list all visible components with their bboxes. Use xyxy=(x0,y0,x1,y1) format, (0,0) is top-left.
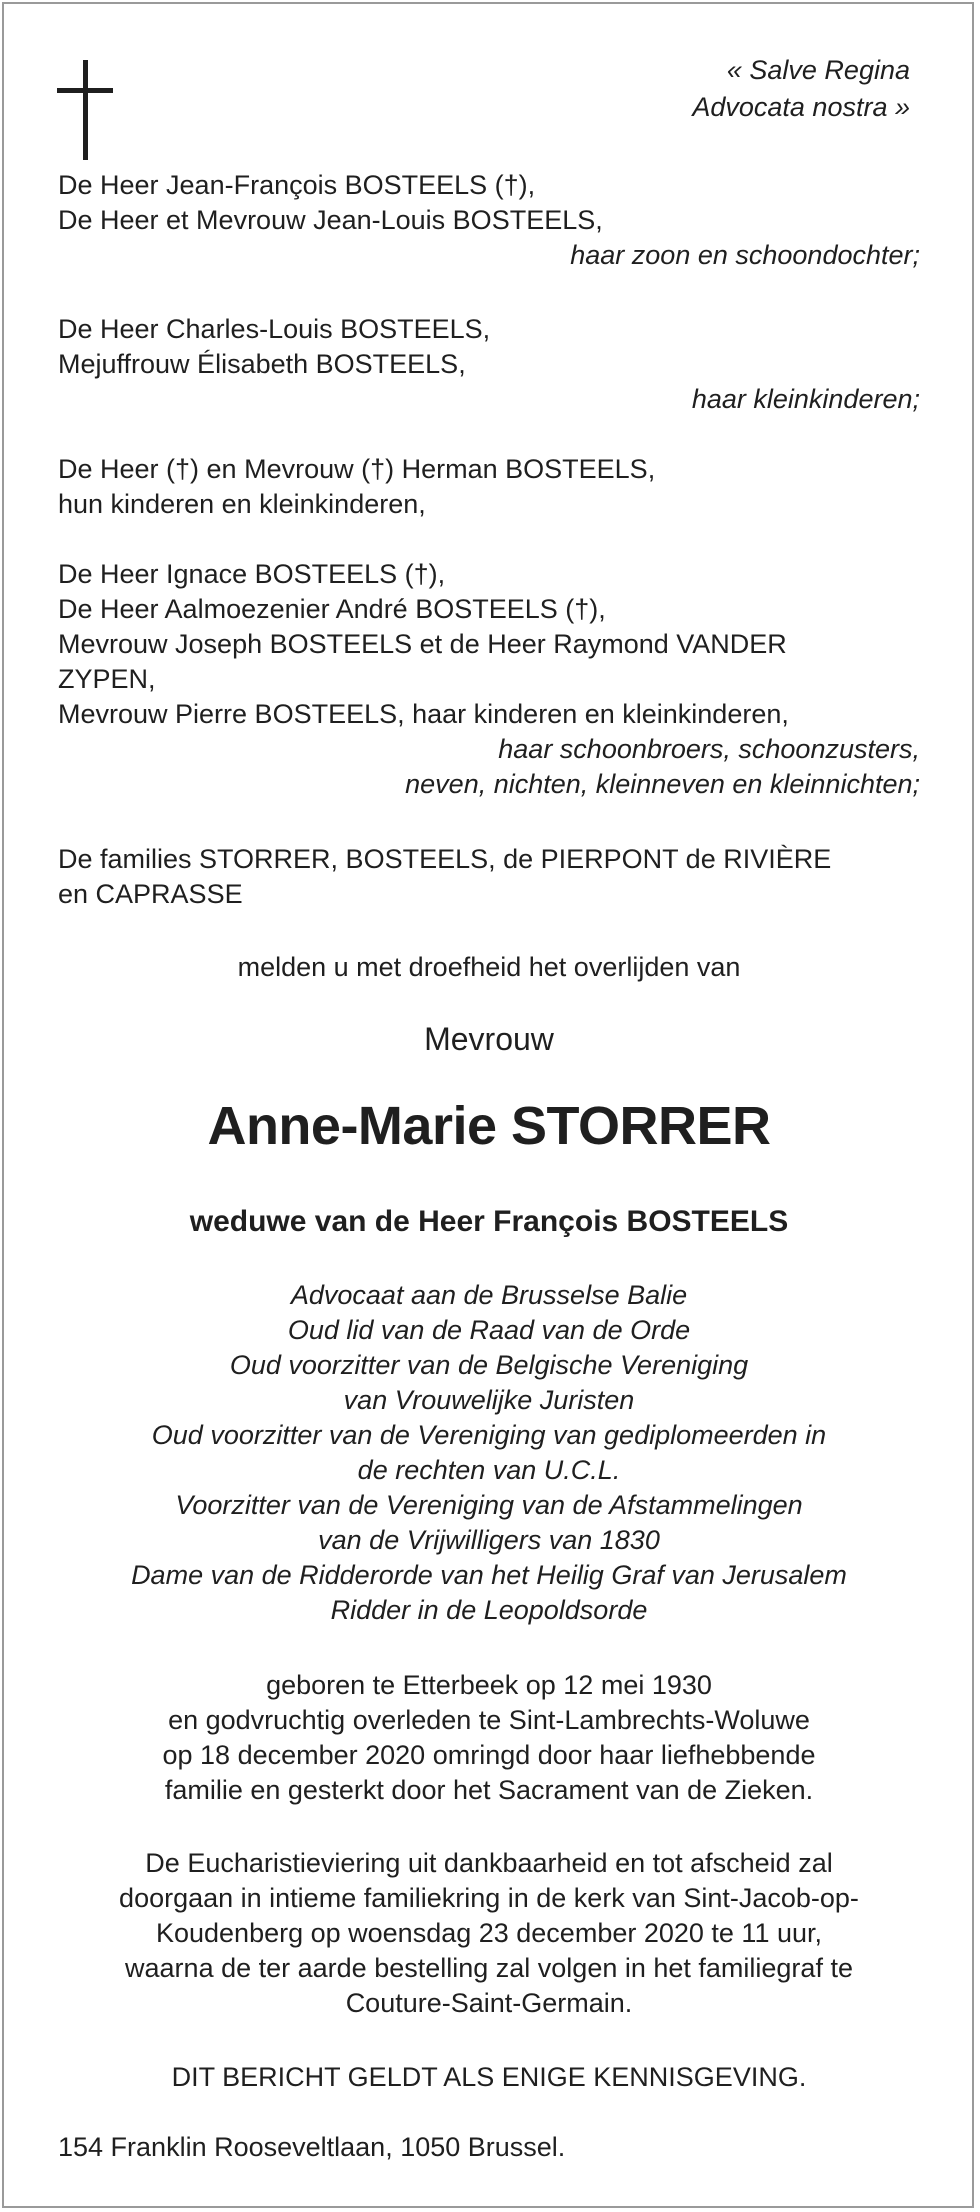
family-line: Mejuffrouw Élisabeth BOSTEELS, xyxy=(58,349,466,379)
title-line: Voorzitter van de Vereniging van de Afstammelingen xyxy=(175,1490,803,1520)
title-line: Oud voorzitter van de Vereniging van gediplomeerden in xyxy=(151,1420,827,1450)
family-line: ZYPEN, xyxy=(58,664,156,694)
life-details xyxy=(58,1668,920,1808)
family-line: hun kinderen en kleinkinderen, xyxy=(58,489,426,519)
families xyxy=(58,842,920,912)
address: 154 Franklin Rooseveltlaan, 1050 Brussel. xyxy=(58,2132,566,2162)
families-line: De families STORRER, BOSTEELS, de PIERPONT de RIVIÈRE xyxy=(58,844,832,874)
ceremony-details xyxy=(58,1846,920,2021)
ceremony-line: Koudenberg op woensdag 23 december 2020 te 11 uur, xyxy=(155,1918,822,1948)
cross-icon xyxy=(57,60,113,160)
families-line: en CAPRASSE xyxy=(58,879,243,909)
motto xyxy=(692,52,910,126)
family-line: Mevrouw Pierre BOSTEELS, haar kinderen en kleinkinderen, xyxy=(58,699,789,729)
family-relation: neven, nichten, kleinneven en kleinnichten; xyxy=(405,769,920,799)
family-line: De Heer (†) en Mevrouw (†) Herman BOSTEELS, xyxy=(58,454,656,484)
life-line: en godvruchtig overleden te Sint-Lambrechts-Woluwe xyxy=(168,1705,810,1735)
life-line: geboren te Etterbeek op 12 mei 1930 xyxy=(266,1670,712,1700)
title-line: Dame van de Ridderorde van het Heilig Graf van Jerusalem xyxy=(131,1560,847,1590)
life-line: familie en gesterkt door het Sacrament van de Zieken. xyxy=(164,1775,814,1805)
title-line: van Vrouwelijke Juristen xyxy=(343,1385,635,1415)
family-line: De Heer Charles-Louis BOSTEELS, xyxy=(58,314,491,344)
family-group-herman xyxy=(58,452,920,522)
title-line: de rechten van U.C.L. xyxy=(357,1455,621,1485)
family-group-son xyxy=(58,168,920,273)
family-line: De Heer Ignace BOSTEELS (†), xyxy=(58,559,446,589)
family-group-in-laws xyxy=(58,557,920,802)
title-line: Ridder in de Leopoldsorde xyxy=(330,1595,648,1625)
announcement: melden u met droefheid het overlijden van xyxy=(237,952,741,982)
title-line: Oud voorzitter van de Belgische Vereniging xyxy=(229,1350,749,1380)
family-line: De Heer et Mevrouw Jean-Louis BOSTEELS, xyxy=(58,205,603,235)
title-line: Oud lid van de Raad van de Orde xyxy=(287,1315,691,1345)
motto-line: « Salve Regina xyxy=(726,55,910,85)
family-relation: haar zoon en schoondochter; xyxy=(570,240,920,270)
family-line: De Heer Jean-François BOSTEELS (†), xyxy=(58,170,536,200)
ceremony-line: doorgaan in intieme familiekring in de kerk van Sint-Jacob-op- xyxy=(119,1883,859,1913)
ceremony-line: waarna de ter aarde bestelling zal volgen in het familiegraf te xyxy=(125,1953,853,1983)
deceased-name: Anne-Marie STORRER xyxy=(207,1096,771,1156)
title-line: Advocaat aan de Brusselse Balie xyxy=(290,1280,688,1310)
family-relation: haar schoonbroers, schoonzusters, xyxy=(498,734,920,764)
ceremony-line: Couture-Saint-Germain. xyxy=(345,1988,633,2018)
title-line: van de Vrijwilligers van 1830 xyxy=(318,1525,660,1555)
honorific: Mevrouw xyxy=(424,1021,554,1057)
widow-of: weduwe van de Heer François BOSTEELS xyxy=(189,1205,789,1238)
ceremony-line: De Eucharistieviering uit dankbaarheid en tot afscheid zal xyxy=(145,1848,833,1878)
titles xyxy=(58,1278,920,1628)
notice-statement: DIT BERICHT GELDT ALS ENIGE KENNISGEVING. xyxy=(171,2062,807,2092)
motto-line: Advocata nostra » xyxy=(692,92,910,122)
life-line: op 18 december 2020 omringd door haar liefhebbende xyxy=(162,1740,816,1770)
family-line: Mevrouw Joseph BOSTEELS et de Heer Raymond VANDER xyxy=(58,629,787,659)
family-relation: haar kleinkinderen; xyxy=(691,384,920,414)
family-group-grandchildren xyxy=(58,312,920,417)
family-line: De Heer Aalmoezenier André BOSTEELS (†), xyxy=(58,594,606,624)
